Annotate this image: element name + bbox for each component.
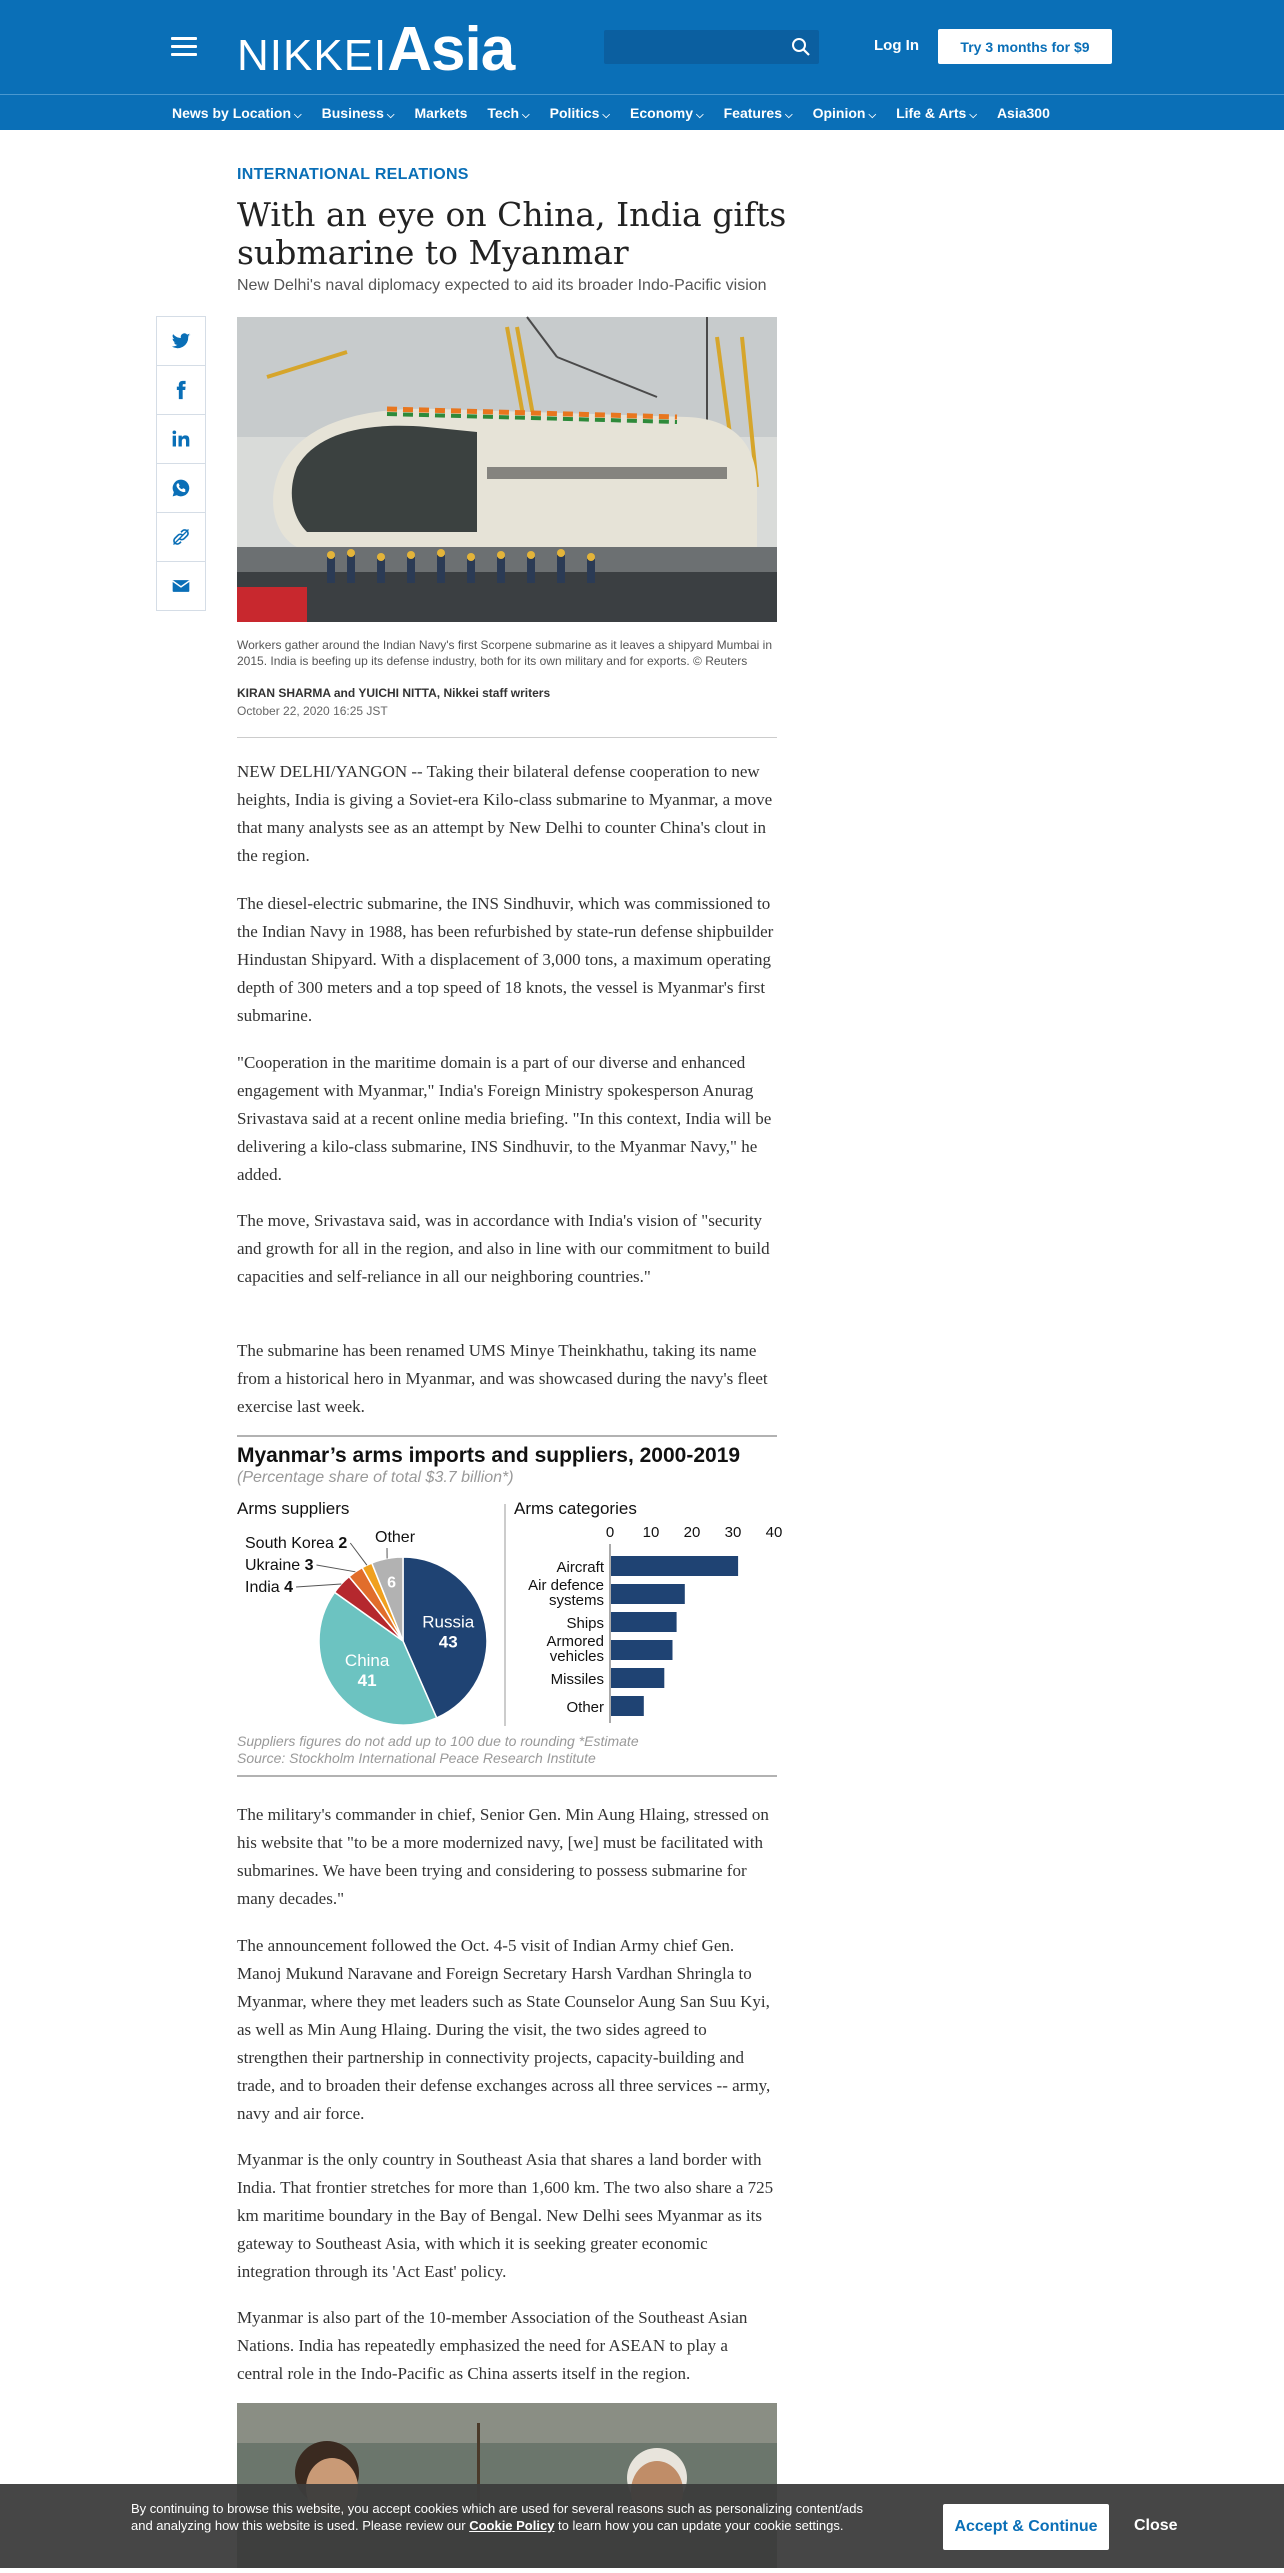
paragraph: NEW DELHI/YANGON -- Taking their bilateral defense cooperation to new heights, India is giving a Soviet-era Kilo-class submarine to Myanmar, a move that many analysts see as an attempt by New Delhi to counter China's clout in the region. — [237, 758, 777, 870]
pie-leader-line — [350, 1543, 367, 1565]
nav-item-life-arts[interactable] — [896, 105, 977, 121]
paragraph: Myanmar is the only country in Southeast Asia that shares a land border with India. That frontier stretches for more than 1,600 km. The two also share a 725 km maritime boundary in the Bay of Bengal. New Delhi sees Myanmar as its gateway to Southeast Asia, with which it is seeking greater economic integration through its 'Act East' policy. — [237, 2146, 777, 2286]
pie-label-text: India — [245, 1579, 284, 1596]
mail-icon — [171, 576, 191, 596]
byline: KIRAN SHARMA and YUICHI NITTA, Nikkei staff writers — [237, 686, 550, 700]
bar-other — [611, 1696, 644, 1716]
cookie-text-before: By continuing to browse this website, you accept cookies which are used for several reasons such as personalizing content/ads and analyzing how this website is used. Please review our — [131, 2501, 863, 2533]
pie-label: Russia — [422, 1613, 475, 1632]
chart-note: Suppliers figures do not add up to 100 due to rounding *Estimate — [237, 1733, 639, 1749]
bar-category-label: Aircraft — [556, 1559, 604, 1576]
article-headline: With an eye on China, India gifts submarine to Myanmar — [237, 196, 797, 272]
publish-date: October 22, 2020 16:25 JST — [237, 704, 388, 718]
pie-value: 2 — [338, 1535, 347, 1552]
nav-item-economy[interactable] — [630, 105, 704, 121]
paragraph: The diesel-electric submarine, the INS Sindhuvir, which was commissioned to the Indian Navy in 1988, has been refurbished by state-run defense shipbuilder Hindustan Shipyard. With a displacement of 3,000 tons, a maximum operating depth of 300 meters and a top speed of 18 knots, the vessel is Myanmar's first submarine. — [237, 890, 777, 1030]
facebook-share-button[interactable] — [156, 365, 206, 415]
nav-item-label: Politics — [550, 105, 600, 121]
pie-value: 3 — [305, 1557, 314, 1574]
chart-title: Myanmar’s arms imports and suppliers, 2000-2019 — [237, 1444, 740, 1467]
article-subhead: New Delhi's naval diplomacy expected to aid its broader Indo-Pacific vision — [237, 277, 797, 295]
pie-label — [245, 1535, 347, 1552]
nav-item-label: Opinion — [813, 105, 866, 121]
nav-item-label: News by Location — [172, 105, 291, 121]
paragraph: The move, Srivastava said, was in accordance with India's vision of "security and growth for all in the region, and also in line with our commitment to build capacities and self-reliance in all our neighboring countries." — [237, 1207, 777, 1291]
copy-link-button[interactable] — [156, 512, 206, 562]
nav-item-label: Asia300 — [997, 105, 1050, 121]
section-kicker[interactable]: INTERNATIONAL RELATIONS — [237, 166, 469, 184]
chevron-down-icon: ⌵ — [785, 110, 793, 121]
bar-category-label: Missiles — [551, 1671, 604, 1688]
cookie-text-after: to learn how you can update your cookie settings. — [554, 2518, 843, 2533]
link-icon — [171, 527, 191, 547]
hamburger-menu-icon[interactable] — [171, 37, 197, 57]
pie-heading: Arms suppliers — [237, 1499, 349, 1518]
nav-item-politics[interactable] — [550, 105, 610, 121]
chevron-down-icon: ⌵ — [696, 110, 704, 121]
bar-category-label: Other — [566, 1699, 604, 1716]
pie-label: China — [345, 1651, 390, 1670]
bar-armored-vehicles — [611, 1640, 673, 1660]
trial-subscribe-button[interactable]: Try 3 months for $9 — [938, 29, 1112, 64]
share-bar — [156, 317, 206, 611]
pie-leader-line — [316, 1565, 355, 1572]
chart-source: Source: Stockholm International Peace Research Institute — [237, 1750, 596, 1766]
chevron-down-icon: ⌵ — [294, 110, 302, 121]
whatsapp-share-button[interactable] — [156, 463, 206, 513]
bar-category-label: Air defence — [528, 1577, 604, 1594]
cookie-policy-link[interactable]: Cookie Policy — [469, 2518, 554, 2533]
paragraph: The announcement followed the Oct. 4-5 visit of Indian Army chief Gen. Manoj Mukund Naravane and Foreign Secretary Harsh Vardhan Shringla to Myanmar, where they met leaders such as State Counselor Aung San Suu Kyi, as well as Min Aung Hlaing. During the visit, the two sides agreed to strengthen their partnership in connectivity projects, capacity-building and trade, and to broaden their defense exchanges across all three services -- army, navy and air force. — [237, 1932, 777, 2128]
pie-label-text: Ukraine — [245, 1557, 305, 1574]
chevron-down-icon: ⌵ — [602, 110, 610, 121]
facebook-icon — [171, 380, 191, 400]
chart-subtitle: (Percentage share of total $3.7 billion*) — [237, 1469, 514, 1486]
bar-tick-label: 0 — [606, 1524, 614, 1541]
search-icon[interactable] — [791, 37, 811, 57]
nav-item-label: Tech — [487, 105, 519, 121]
cookie-text — [131, 2500, 871, 2534]
pie-label: Other — [375, 1529, 416, 1546]
nav-item-news-by-location[interactable] — [172, 105, 302, 121]
nav-item-label: Markets — [414, 105, 467, 121]
bar-heading: Arms categories — [514, 1499, 637, 1518]
nav-item-label: Economy — [630, 105, 693, 121]
top-header — [0, 0, 1284, 94]
bar-tick-label: 40 — [766, 1524, 783, 1541]
bar-category-label: vehicles — [550, 1648, 604, 1665]
bar-aircraft — [611, 1556, 738, 1576]
pie-label — [245, 1557, 314, 1574]
search-input[interactable] — [604, 30, 819, 64]
linkedin-share-button[interactable] — [156, 414, 206, 464]
nav-item-tech[interactable] — [487, 105, 529, 121]
nav-item-label: Business — [322, 105, 384, 121]
pie-leader-line — [296, 1584, 341, 1587]
nav-item-label: Life & Arts — [896, 105, 966, 121]
linkedin-icon — [171, 429, 191, 449]
nav-item-features[interactable] — [724, 105, 793, 121]
close-cookie-button[interactable]: Close — [1134, 2517, 1178, 2535]
bar-missiles — [611, 1668, 664, 1688]
infographic-svg — [237, 1436, 777, 1778]
pie-label-text: South Korea — [245, 1535, 338, 1552]
chevron-down-icon: ⌵ — [868, 110, 876, 121]
pie-value: 41 — [358, 1671, 377, 1690]
pie-value: 43 — [439, 1633, 458, 1652]
photo-caption: Workers gather around the Indian Navy's first Scorpene submarine as it leaves a shipyard Mumbai in 2015. India is beefing up its defense industry, both for its own military and for exports. © Reuters — [237, 637, 782, 669]
main-nav — [0, 94, 1284, 130]
bar-category-label: systems — [549, 1592, 604, 1609]
nav-item-business[interactable] — [322, 105, 395, 121]
bar-tick-label: 30 — [725, 1524, 742, 1541]
twitter-icon — [171, 331, 191, 351]
bar-ships — [611, 1612, 677, 1632]
paragraph: "Cooperation in the maritime domain is a part of our diverse and enhanced engagement with Myanmar," India's Foreign Ministry spokesperson Anurag Srivastava said at a recent online media briefing. "In this context, India will be delivering a kilo-class submarine, INS Sindhuvir, to the Myanmar Navy," he added. — [237, 1049, 777, 1189]
nav-item-opinion[interactable] — [813, 105, 876, 121]
hero-photo-submarine — [237, 317, 777, 622]
whatsapp-icon — [171, 478, 191, 498]
chevron-down-icon: ⌵ — [387, 110, 395, 121]
bar-tick-label: 20 — [684, 1524, 701, 1541]
arms-imports-infographic — [237, 1436, 777, 1778]
login-button[interactable]: Log In — [874, 37, 919, 54]
paragraph: Myanmar is also part of the 10-member Association of the Southeast Asian Nations. India has repeatedly emphasized the need for ASEAN to play a central role in the Indo-Pacific as China asserts itself in the region. — [237, 2304, 777, 2388]
pie-label — [245, 1579, 293, 1596]
bar-category-label: Armored — [546, 1633, 604, 1650]
nav-item-markets[interactable] — [414, 105, 467, 121]
cookie-banner — [0, 2484, 1284, 2568]
nav-item-asia300[interactable] — [997, 105, 1050, 121]
divider — [237, 737, 777, 738]
bar-air-defence-systems — [611, 1584, 685, 1604]
email-share-button[interactable] — [156, 561, 206, 611]
paragraph: The submarine has been renamed UMS Minye Theinkhathu, taking its name from a historical hero in Myanmar, and was showcased during the navy's fleet exercise last week. — [237, 1337, 777, 1421]
bar-tick-label: 10 — [643, 1524, 660, 1541]
bar-category-label: Ships — [566, 1615, 604, 1632]
site-logo[interactable]: NIKKEIAsia — [237, 14, 514, 85]
paragraph: The military's commander in chief, Senior Gen. Min Aung Hlaing, stressed on his website that "to be a more modernized navy, [we] must be facilitated with submarines. We have been trying and considering to possess submarine for many decades." — [237, 1801, 777, 1913]
nav-item-label: Features — [724, 105, 782, 121]
twitter-share-button[interactable] — [156, 316, 206, 366]
chevron-down-icon: ⌵ — [522, 110, 530, 121]
chevron-down-icon: ⌵ — [969, 110, 977, 121]
pie-value: 6 — [387, 1575, 396, 1592]
accept-cookies-button[interactable]: Accept & Continue — [943, 2504, 1109, 2550]
pie-value: 4 — [284, 1579, 293, 1596]
